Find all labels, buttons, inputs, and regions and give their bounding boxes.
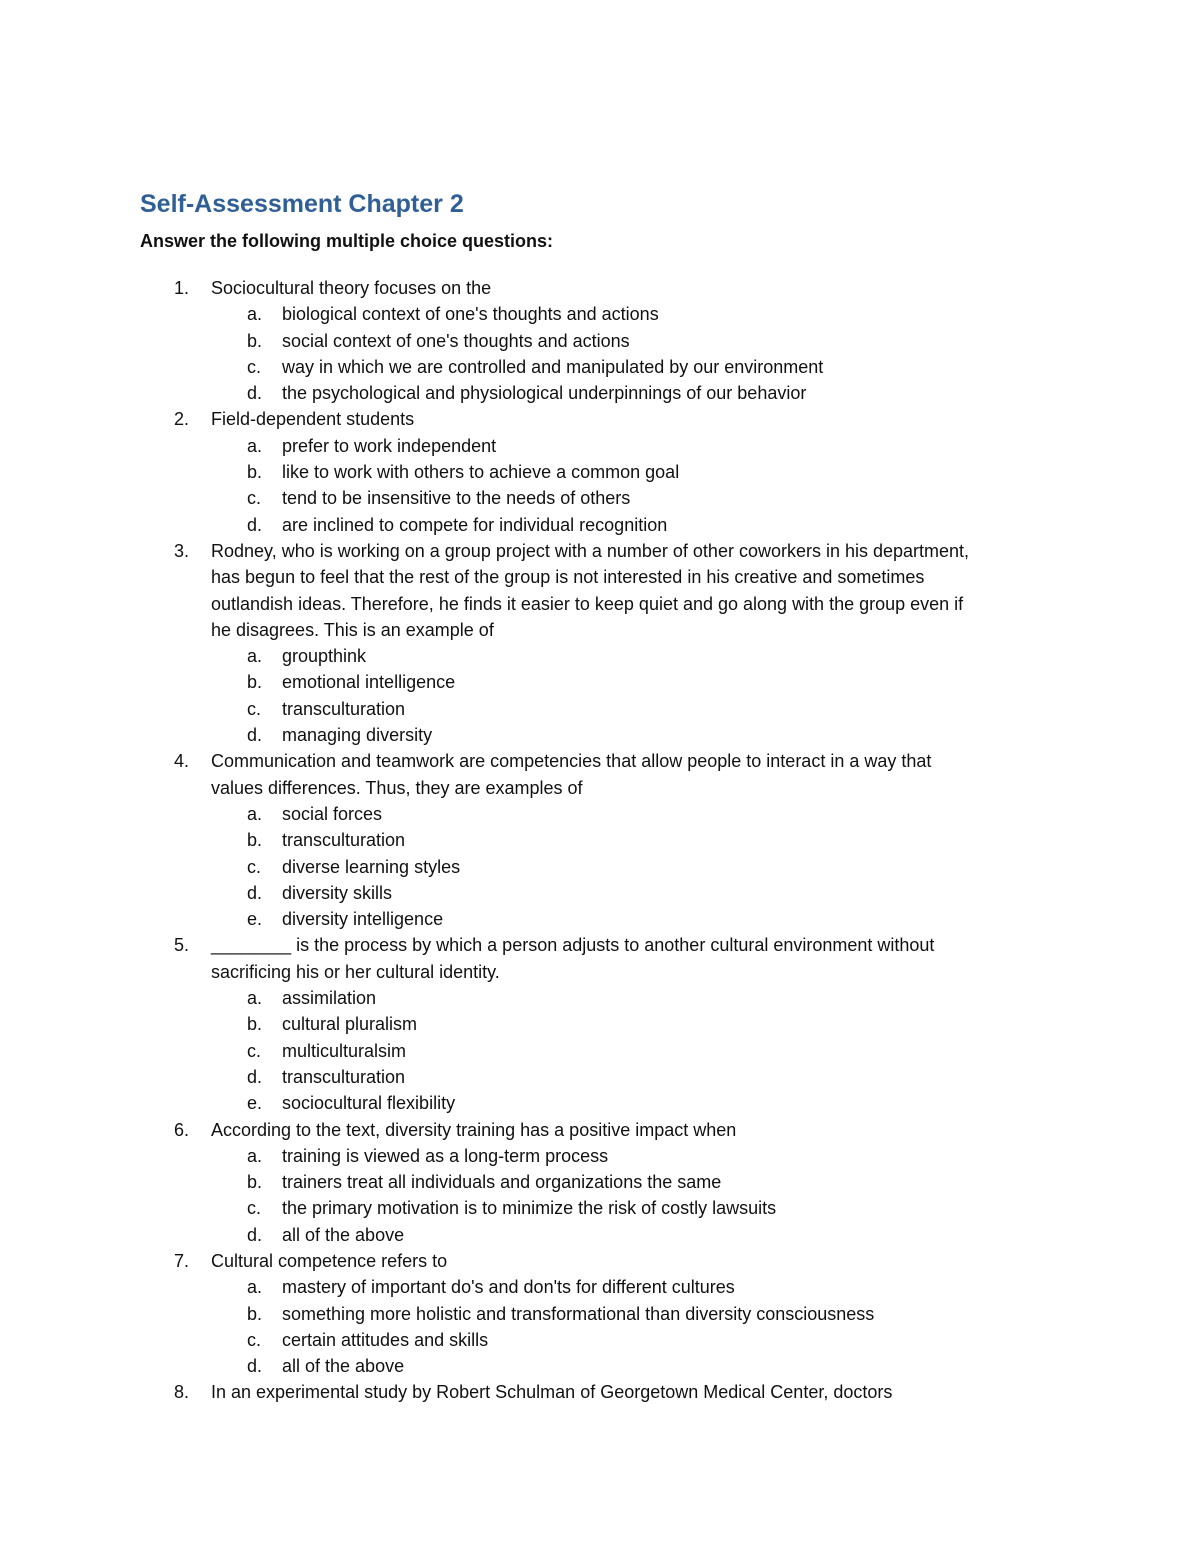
question-2 xyxy=(0,406,1200,537)
question-number: 1. xyxy=(174,278,190,298)
option-text: tend to be insensitive to the needs of others xyxy=(282,488,631,509)
option-letter: b. xyxy=(247,462,263,483)
question-number: 2. xyxy=(174,409,190,430)
option-letter: e. xyxy=(247,1093,263,1114)
option-text: certain attitudes and skills xyxy=(282,1329,489,1350)
answer-options xyxy=(211,985,1080,1116)
answer-option xyxy=(211,985,1080,1011)
question-text: According to the text, diversity training has a positive impact when xyxy=(211,1119,737,1140)
answer-option xyxy=(211,1064,1080,1090)
question-text: Rodney, who is working on a group project with a number of other coworkers in his department, has begun to feel that the rest of the group is not interested in his creative and sometimes outlandish ideas. Therefore, he finds it easier to keep quiet and go along with the group even if he disagrees. This is an example of xyxy=(211,540,970,640)
question-number: 5. xyxy=(174,935,190,956)
question-number: 4. xyxy=(174,751,190,772)
answer-options xyxy=(211,301,1080,406)
option-text: trainers treat all individuals and organizations the same xyxy=(282,1172,722,1193)
option-text: cultural pluralism xyxy=(282,1014,418,1035)
option-letter: c. xyxy=(247,1040,262,1061)
question-text: ________ is the process by which a person adjusts to another cultural environment without sacrificing his or her cultural identity. xyxy=(211,935,935,982)
option-text: all of the above xyxy=(282,1224,405,1245)
option-text: something more holistic and transformational than diversity consciousness xyxy=(282,1303,875,1324)
option-text: diversity skills xyxy=(282,882,393,903)
answer-option xyxy=(211,906,1080,932)
answer-option xyxy=(211,669,1080,695)
option-text: diversity intelligence xyxy=(282,909,444,930)
option-letter: a. xyxy=(247,304,263,325)
answer-option xyxy=(211,433,1080,459)
option-letter: c. xyxy=(247,698,262,719)
answer-option xyxy=(211,1038,1080,1064)
option-letter: c. xyxy=(247,356,262,377)
question-text: Field-dependent students xyxy=(211,409,415,430)
option-letter: e. xyxy=(247,909,263,930)
question-text: Cultural competence refers to xyxy=(211,1250,448,1271)
option-letter: d. xyxy=(247,882,263,903)
option-letter: d. xyxy=(247,1356,263,1377)
question-text: In an experimental study by Robert Schulman of Georgetown Medical Center, doctors xyxy=(211,1382,893,1403)
option-text: training is viewed as a long-term process xyxy=(282,1145,609,1166)
option-letter: a. xyxy=(247,1277,263,1298)
option-letter: c. xyxy=(247,1198,262,1219)
option-text: managing diversity xyxy=(282,725,433,746)
option-text: like to work with others to achieve a common goal xyxy=(282,462,680,483)
option-letter: a. xyxy=(247,988,263,1009)
question-7 xyxy=(0,1248,1200,1379)
answer-option xyxy=(211,696,1080,722)
option-text: mastery of important do's and don'ts for different cultures xyxy=(282,1277,735,1298)
question-text: Communication and teamwork are competencies that allow people to interact in a way that values differences. Thus, they are examples of xyxy=(211,751,932,798)
option-text: multiculturalsim xyxy=(282,1040,407,1061)
answer-options xyxy=(211,1143,1080,1248)
option-text: transculturation xyxy=(282,1066,406,1087)
answer-option xyxy=(211,801,1080,827)
option-text: are inclined to compete for individual recognition xyxy=(282,514,668,535)
answer-option xyxy=(211,301,1080,327)
question-number: 3. xyxy=(174,540,190,561)
answer-option xyxy=(211,512,1080,538)
option-letter: a. xyxy=(247,803,263,824)
question-number: 8. xyxy=(174,1382,190,1403)
option-text: sociocultural flexibility xyxy=(282,1093,456,1114)
answer-option xyxy=(211,1353,1080,1379)
option-letter: d. xyxy=(247,1066,263,1087)
answer-options xyxy=(211,1274,1080,1379)
option-letter: d. xyxy=(247,514,263,535)
answer-option xyxy=(211,459,1080,485)
option-text: prefer to work independent xyxy=(282,435,497,456)
answer-option xyxy=(211,1011,1080,1037)
option-letter: b. xyxy=(247,830,263,851)
answer-option xyxy=(211,854,1080,880)
question-4 xyxy=(0,748,1200,932)
option-letter: a. xyxy=(247,435,263,456)
answer-option xyxy=(211,354,1080,380)
option-text: emotional intelligence xyxy=(282,672,456,693)
question-1 xyxy=(0,275,1200,406)
question-list xyxy=(0,275,1200,1406)
page-title: Self-Assessment Chapter 2 xyxy=(140,190,464,218)
option-text: social forces xyxy=(282,803,383,824)
answer-option xyxy=(211,1195,1080,1221)
question-number: 7. xyxy=(174,1250,190,1271)
question-6 xyxy=(0,1117,1200,1248)
option-text: assimilation xyxy=(282,988,377,1009)
answer-option xyxy=(211,380,1080,406)
question-8 xyxy=(0,1379,1200,1405)
instructions: Answer the following multiple choice questions: xyxy=(140,231,554,251)
option-text: all of the above xyxy=(282,1356,405,1377)
option-letter: c. xyxy=(247,488,262,509)
answer-option xyxy=(211,643,1080,669)
answer-option xyxy=(211,1090,1080,1116)
option-text: social context of one's thoughts and actions xyxy=(282,330,630,351)
answer-options xyxy=(211,801,1080,932)
option-text: way in which we are controlled and manipulated by our environment xyxy=(282,356,824,377)
answer-option xyxy=(211,880,1080,906)
option-letter: d. xyxy=(247,383,263,404)
answer-option xyxy=(211,827,1080,853)
option-text: biological context of one's thoughts and actions xyxy=(282,304,659,325)
option-letter: d. xyxy=(247,725,263,746)
question-number: 6. xyxy=(174,1119,190,1140)
answer-option xyxy=(211,328,1080,354)
answer-option xyxy=(211,1301,1080,1327)
option-letter: b. xyxy=(247,672,263,693)
answer-options xyxy=(211,643,1080,748)
question-5 xyxy=(0,932,1200,1116)
option-letter: b. xyxy=(247,1014,263,1035)
option-text: diverse learning styles xyxy=(282,856,461,877)
question-3 xyxy=(0,538,1200,748)
option-text: transculturation xyxy=(282,830,406,851)
option-letter: d. xyxy=(247,1224,263,1245)
answer-option xyxy=(211,1274,1080,1300)
option-letter: b. xyxy=(247,330,263,351)
option-text: the primary motivation is to minimize the risk of costly lawsuits xyxy=(282,1198,777,1219)
answer-options xyxy=(211,433,1080,538)
option-letter: a. xyxy=(247,646,263,667)
answer-option xyxy=(211,1143,1080,1169)
question-text: Sociocultural theory focuses on the xyxy=(211,278,492,298)
answer-option xyxy=(211,1327,1080,1353)
answer-option xyxy=(211,1222,1080,1248)
option-letter: c. xyxy=(247,1329,262,1350)
option-text: the psychological and physiological underpinnings of our behavior xyxy=(282,383,807,404)
option-letter: b. xyxy=(247,1172,263,1193)
option-letter: a. xyxy=(247,1145,263,1166)
option-letter: b. xyxy=(247,1303,263,1324)
option-letter: c. xyxy=(247,856,262,877)
answer-option xyxy=(211,485,1080,511)
answer-option xyxy=(211,1169,1080,1195)
option-text: groupthink xyxy=(282,646,367,667)
answer-option xyxy=(211,722,1080,748)
option-text: transculturation xyxy=(282,698,406,719)
